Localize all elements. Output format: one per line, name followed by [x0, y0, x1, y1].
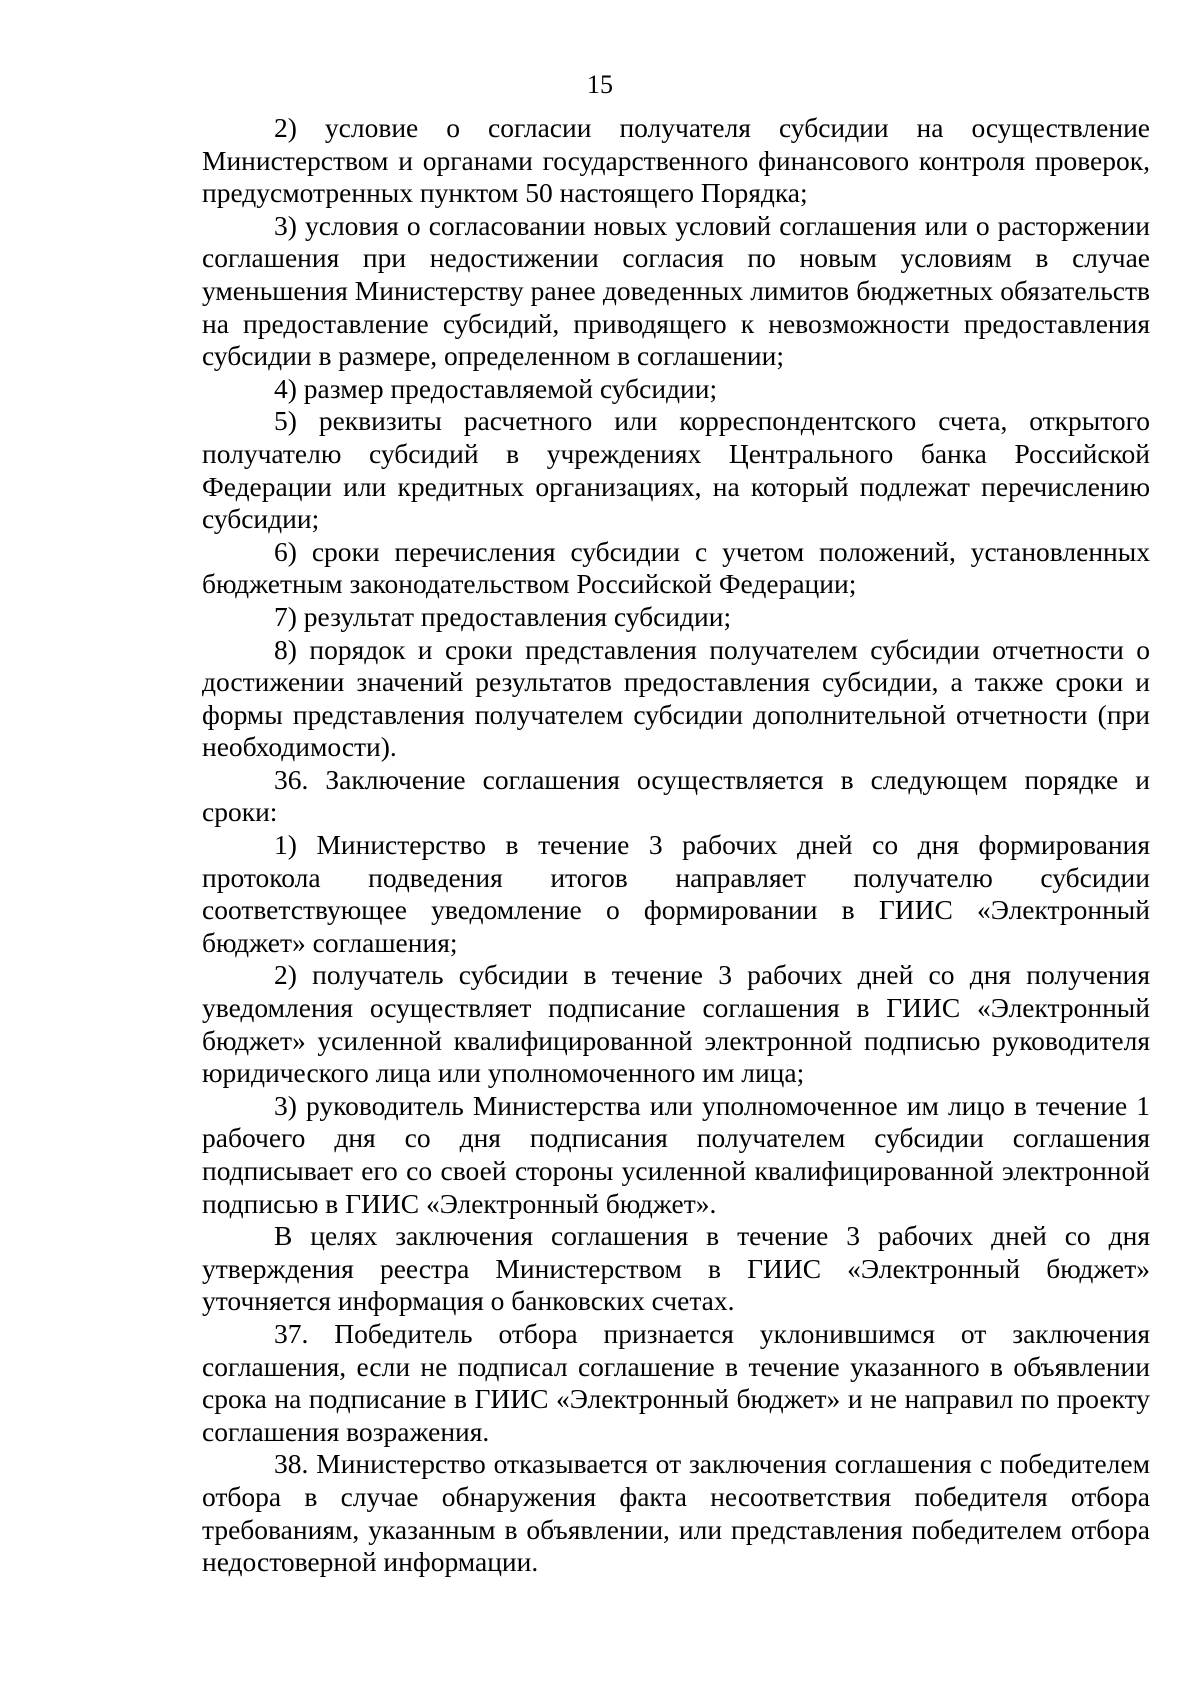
paragraph-condition-6: 6) сроки перечисления субсидии с учетом положений, установленных бюджетным законодательством Российской Федерации;: [202, 535, 1150, 600]
paragraph-clause-36-item-2: 2) получатель субсидии в течение 3 рабочих дней со дня получения уведомления осуществляет подписание соглашения в ГИИС «Электронный бюджет» усиленной квалифицированной электронной подписью руководителя юридического лица или уполномоченного им лица;: [202, 959, 1150, 1089]
paragraph-clause-38: 38. Министерство отказывается от заключения соглашения с победителем отбора в случае обнаружения факта несоответствия победителя отбора требованиям, указанным в объявлении, или представления победителем отбора недостоверной информации.: [202, 1448, 1150, 1578]
page-number: 15: [587, 70, 613, 99]
paragraph-clause-37: 37. Победитель отбора признается уклонившимся от заключения соглашения, если не подписал соглашение в течение указанного в объявлении срока на подписание в ГИИС «Электронный бюджет» и не направил по проекту соглашения возражения.: [202, 1317, 1150, 1447]
paragraph-condition-7: 7) результат предоставления субсидии;: [274, 600, 732, 632]
document-body: [202, 112, 1150, 1579]
paragraph-bank-accounts: В целях заключения соглашения в течение 3 рабочих дней со дня утверждения реестра Министерством в ГИИС «Электронный бюджет» уточняется информация о банковских счетах.: [202, 1220, 1150, 1317]
paragraph-clause-36-item-1: 1) Министерство в течение 3 рабочих дней со дня формирования протокола подведения итогов направляет получателю субсидии соответствующее уведомление о формировании в ГИИС «Электронный бюджет» соглашения;: [202, 829, 1150, 958]
paragraph-clause-36: 36. Заключение соглашения осуществляется в следующем порядке и сроки:: [202, 763, 1150, 828]
paragraph-condition-3: 3) условия о согласовании новых условий соглашения или о расторжении соглашения при недостижении согласия по новым условиям в случае уменьшения Министерству ранее доведенных лимитов бюджетных обязательств на предоставление субсидий, приводящего к невозможности предоставления субсидии в размере, определенном в соглашении;: [202, 209, 1150, 372]
paragraph-clause-36-item-3: 3) руководитель Министерства или уполномоченное им лицо в течение 1 рабочего дня со дня подписания получателем субсидии соглашения подписывает его со своей стороны усиленной квалифицированной электронной подписью в ГИИС «Электронный бюджет».: [202, 1089, 1150, 1219]
paragraph-condition-2: 2) условие о согласии получателя субсидии на осуществление Министерством и органами государственного финансового контроля проверок, предусмотренных пунктом 50 настоящего Порядка;: [202, 112, 1150, 209]
paragraph-condition-4: 4) размер предоставляемой субсидии;: [274, 372, 718, 404]
paragraph-condition-8: 8) порядок и сроки представления получателем субсидии отчетности о достижении значений результатов предоставления субсидии, а также сроки и формы представления получателем субсидии дополнительной отчетности (при необходимости).: [202, 633, 1150, 763]
paragraph-condition-5: 5) реквизиты расчетного или корреспондентского счета, открытого получателю субсидий в учреждениях Центрального банка Российской Федерации или кредитных организациях, на который подлежат перечислению субсидии;: [202, 405, 1150, 535]
